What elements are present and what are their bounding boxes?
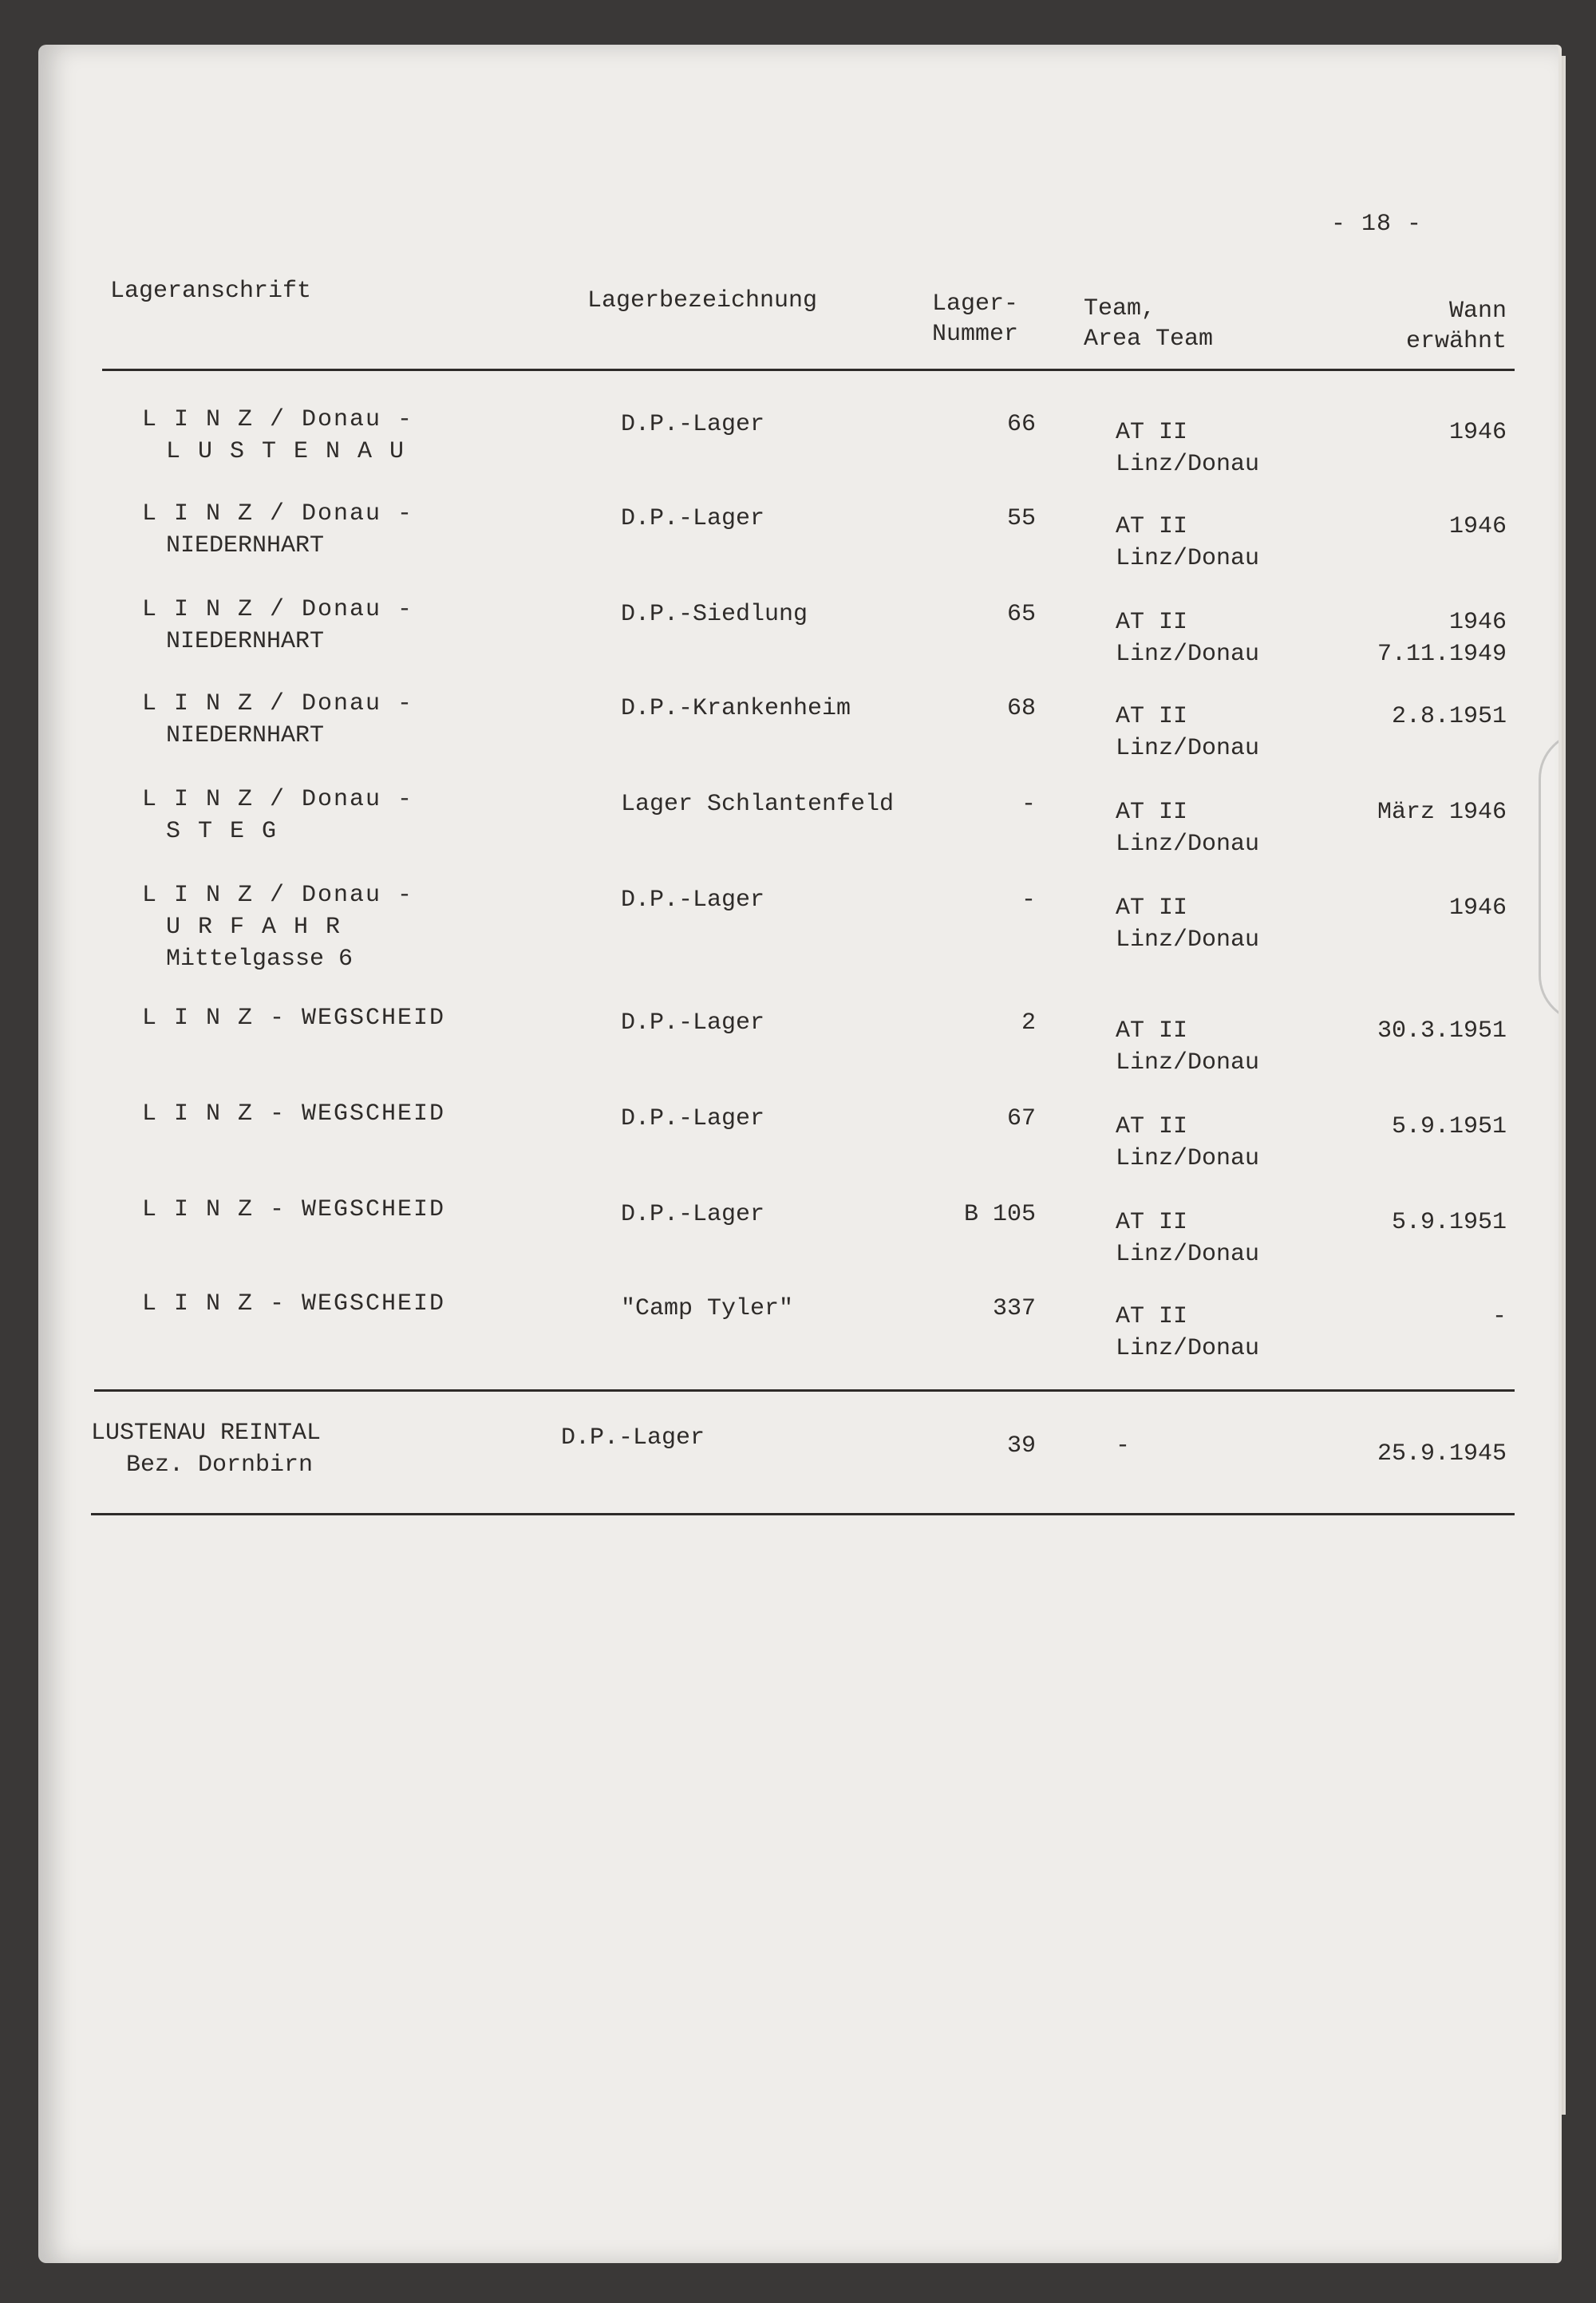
row-designation: D.P.-Krankenheim [621,695,851,722]
row-address-line: L I N Z - WEGSCHEID [142,1005,446,1032]
row-team-line: AT II [1116,703,1188,730]
row-designation: D.P.-Lager [621,411,765,438]
row-mentioned-line: - [1491,1303,1507,1330]
row-team-line: Linz/Donau [1116,1241,1260,1268]
row-number: 55 [1006,505,1036,532]
row-address-line: L I N Z / Donau - [142,406,414,433]
header-designation: Lagerbezeichnung [587,287,818,314]
section-rule-top [94,1389,1515,1392]
row-number: 67 [1006,1105,1036,1132]
row-address-line: L I N Z / Donau - [142,786,414,813]
row-address-line: L I N Z - WEGSCHEID [142,1290,446,1317]
row-designation: D.P.-Lager [621,1201,765,1228]
row-number: 2 [1021,1009,1036,1037]
row-address-line: L U S T E N A U [166,438,406,465]
row-designation: D.P.-Lager [621,1009,765,1037]
final-row-address-line: LUSTENAU REINTAL [91,1420,322,1447]
row-address-line: L I N Z / Donau - [142,882,414,909]
header-address: Lageranschrift [110,278,312,305]
row-number: B 105 [963,1201,1036,1228]
row-address-line: NIEDERNHART [166,628,325,655]
row-mentioned-line: 1946 [1448,895,1507,922]
row-team-line: Linz/Donau [1116,1145,1260,1172]
final-row-number: 39 [1006,1432,1036,1460]
row-team-line: Linz/Donau [1116,451,1260,478]
row-designation: Lager Schlantenfeld [621,791,895,818]
row-designation: D.P.-Lager [621,505,765,532]
row-address-line: L I N Z / Donau - [142,500,414,527]
row-designation: D.P.-Lager [621,887,765,914]
row-team-line: Linz/Donau [1116,1335,1260,1362]
section-rule-bottom [91,1513,1515,1515]
row-mentioned-line: 1946 [1448,419,1507,446]
row-team-line: AT II [1116,1303,1188,1330]
row-address-line: L I N Z - WEGSCHEID [142,1196,446,1223]
row-designation: D.P.-Siedlung [621,601,808,628]
row-team-line: AT II [1116,419,1188,446]
row-team-line: AT II [1116,895,1188,922]
row-team-line: Linz/Donau [1116,831,1260,858]
row-team-line: AT II [1116,799,1188,826]
row-team-line: Linz/Donau [1116,735,1260,762]
row-address-line: NIEDERNHART [166,722,325,749]
row-address-line: U R F A H R [166,914,342,941]
row-mentioned-line: März 1946 [1377,799,1507,826]
plastic-tab [1539,731,1558,1023]
row-address-line: S T E G [166,818,279,845]
row-number: 65 [1006,601,1036,628]
row-number: 66 [1006,411,1036,438]
final-row-address-line: Bez. Dornbirn [126,1452,314,1479]
final-row-team-line: - [1116,1432,1131,1460]
row-team-line: AT II [1116,1113,1188,1140]
header-mentioned: Wann erwähnt [1405,298,1507,355]
row-address-line: L I N Z - WEGSCHEID [142,1100,446,1128]
page-number: - 18 - [1331,211,1423,238]
row-team-line: AT II [1116,1017,1188,1045]
row-mentioned-line: 2.8.1951 [1391,703,1507,730]
row-team-line: Linz/Donau [1116,926,1260,954]
row-number: 68 [1006,695,1036,722]
row-mentioned-line: 7.11.1949 [1377,641,1507,668]
row-team-line: AT II [1116,1209,1188,1236]
row-number: 337 [992,1295,1036,1322]
row-mentioned-line: 30.3.1951 [1377,1017,1507,1045]
row-mentioned-line: 1946 [1448,609,1507,636]
final-row-mentioned-line: 25.9.1945 [1377,1440,1507,1468]
row-address-line: L I N Z / Donau - [142,690,414,717]
row-mentioned-line: 5.9.1951 [1391,1209,1507,1236]
row-team-line: Linz/Donau [1116,641,1260,668]
header-rule [102,369,1515,371]
header-number: Lager- Nummer [932,290,1019,348]
row-designation: D.P.-Lager [621,1105,765,1132]
row-team-line: AT II [1116,513,1188,540]
row-team-line: Linz/Donau [1116,1049,1260,1076]
header-team: Team, Area Team [1084,295,1214,353]
row-team-line: Linz/Donau [1116,545,1260,572]
final-row-designation: D.P.-Lager [561,1424,705,1452]
row-mentioned-line: 5.9.1951 [1391,1113,1507,1140]
row-address-line: NIEDERNHART [166,532,325,559]
row-mentioned-line: 1946 [1448,513,1507,540]
row-team-line: AT II [1116,609,1188,636]
document-page [38,45,1558,2263]
row-address-line: Mittelgasse 6 [166,946,354,973]
row-address-line: L I N Z / Donau - [142,596,414,623]
row-number: - [1021,887,1036,914]
row-number: - [1021,791,1036,818]
row-designation: "Camp Tyler" [621,1295,794,1322]
